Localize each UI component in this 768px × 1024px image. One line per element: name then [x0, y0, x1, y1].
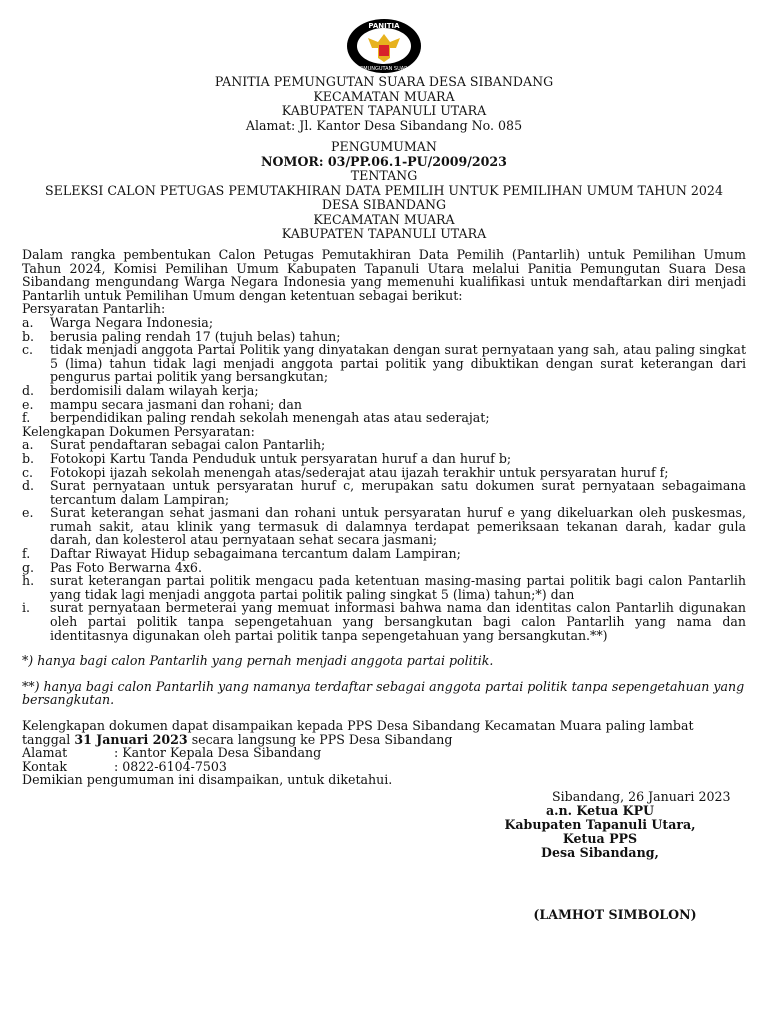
list-item [22, 547, 746, 561]
title-district: KECAMATAN MUARA [313, 211, 455, 227]
list-item [22, 506, 746, 547]
list-item-label: f. [22, 410, 31, 426]
list-item-text: surat keterangan partai politik mengacu pada ketentuan masing-masing partai politik bagi calon Pantarlih yang tidak lagi menjadi anggota partai politik paling singkat 5 (lima) tahun;*) dan [50, 573, 746, 602]
shield-icon [379, 45, 389, 56]
title-about: TENTANG [350, 168, 418, 183]
list-item-text: berpendidikan paling rendah sekolah menengah atas atau sederajat; [50, 410, 490, 426]
letterhead [0, 75, 768, 133]
list-item [22, 398, 746, 412]
list-item-label: a. [22, 437, 34, 453]
list-item-label: d. [22, 478, 35, 494]
requirements-heading: Persyaratan Pantarlih: [22, 301, 166, 317]
contact-row [22, 760, 746, 774]
list-item [22, 330, 746, 344]
signatory-name: (LAMHOT SIMBOLON) [533, 907, 697, 922]
emblem-top-text: PANITIA [368, 22, 400, 30]
list-item [22, 343, 746, 384]
address-label: Alamat [22, 745, 68, 761]
list-item-text: berusia paling rendah 17 (tujuh belas) tahun; [50, 328, 341, 344]
list-item-text: berdomisili dalam wilayah kerja; [50, 382, 259, 398]
list-item [22, 438, 746, 452]
title-heading: PENGUMUMAN [331, 139, 437, 154]
announcement-title [0, 140, 768, 242]
signature-line-3: Ketua PPS [562, 831, 638, 846]
deadline-date: 31 Januari 2023 [74, 731, 188, 747]
list-item-text: Pas Foto Berwarna 4x6. [50, 559, 202, 575]
title-regency: KABUPATEN TAPANULI UTARA [281, 226, 487, 241]
list-item [22, 384, 746, 398]
ppk-emblem-logo [346, 18, 422, 74]
list-item-text: surat pernyataan bermeterai yang memuat informasi bahwa nama dan identitas calon Pantarlih digunakan oleh partai politik tanpa sepengetahuan yang bersangkutan bagi calon Pantarlih yang nama dan identitasnya digunakan oleh partai politik tanpa sepengetahuan yang bersangkutan.**) [50, 600, 746, 643]
submission-deadline-line [22, 733, 746, 747]
list-item-text: Warga Negara Indonesia; [50, 314, 214, 330]
list-item [22, 452, 746, 466]
list-item-text: Daftar Riwayat Hidup sebagaimana tercantum dalam Lampiran; [50, 546, 461, 562]
contact-label: Kontak [22, 758, 67, 774]
letterhead-district: KECAMATAN MUARA [313, 88, 455, 104]
list-item [22, 479, 746, 506]
list-item [22, 561, 746, 575]
emblem-bottom-text: PEMUNGUTAN SUARA [357, 66, 411, 72]
letterhead-committee: PANITIA PEMUNGUTAN SUARA DESA SIBANDANG [214, 74, 554, 89]
list-item-label: c. [22, 464, 34, 480]
list-item-label: h. [22, 573, 35, 589]
list-item-label: e. [22, 396, 34, 412]
documents-heading: Kelengkapan Dokumen Persyaratan: [22, 423, 255, 439]
list-item-label: b. [22, 328, 35, 344]
list-item-text: Fotokopi ijazah sekolah menengah atas/sederajat atau ijazah terakhir untuk persyaratan huruf f; [50, 464, 669, 480]
list-item-text: Surat keterangan sehat jasmani dan rohani untuk persyaratan huruf e yang dikeluarkan oleh puskesmas, rumah sakit, atau klinik yang termasuk di dalamnya terdapat pemeriksaan tekanan darah, kadar gula darah, dan kolesterol atau pernyataan sehat secara jasmani; [50, 505, 746, 548]
requirements-list [22, 316, 746, 425]
list-item-label: c. [22, 342, 34, 358]
address-row [22, 746, 746, 760]
signature-line-2: Kabupaten Tapanuli Utara, [504, 817, 696, 832]
list-item [22, 601, 746, 642]
address-value: : Kantor Kepala Desa Sibandang [114, 745, 322, 761]
list-item-label: b. [22, 450, 35, 466]
list-item [22, 466, 746, 480]
list-item [22, 316, 746, 330]
closing-line: Demikian pengumuman ini disampaikan, untuk diketahui. [22, 772, 393, 788]
letterhead-regency: KABUPATEN TAPANULI UTARA [281, 103, 487, 118]
list-item-text: tidak menjadi anggota Partai Politik yang dinyatakan dengan surat pernyataan yang sah, atau paling singkat 5 (lima) tahun tidak lagi menjadi anggota partai politik yang dibuktikan dengan surat keterangan dari pengurus partai politik yang bersangkutan; [50, 342, 746, 385]
list-item-text: mampu secara jasmani dan rohani; dan [50, 396, 303, 412]
contact-value: : 0822-6104-7503 [114, 758, 227, 774]
list-item-label: d. [22, 382, 35, 398]
list-item-label: a. [22, 314, 34, 330]
list-item [22, 574, 746, 601]
title-number: NOMOR: 03/PP.06.1-PU/2009/2023 [261, 153, 507, 169]
signature-line-1: a.n. Ketua KPU [545, 803, 655, 818]
list-item [22, 411, 746, 425]
footnote-1: *) hanya bagi calon Pantarlih yang pernah menjadi anggota partai politik. [22, 653, 494, 669]
title-subject: SELEKSI CALON PETUGAS PEMUTAKHIRAN DATA PEMILIH UNTUK PEMILIHAN UMUM TAHUN 2024 [45, 182, 723, 198]
deadline-suffix: secara langsung ke PPS Desa Sibandang [187, 731, 453, 747]
deadline-prefix: tanggal [22, 731, 75, 747]
list-item-label: i. [22, 600, 31, 616]
submission-line: Kelengkapan dokumen dapat disampaikan kepada PPS Desa Sibandang Kecamatan Muara paling lambat [22, 718, 694, 733]
list-item-text: Surat pendaftaran sebagai calon Pantarlih; [50, 437, 326, 453]
list-item-label: e. [22, 505, 34, 521]
footnote-2: **) hanya bagi calon Pantarlih yang namanya terdaftar sebagai anggota partai politik tanpa sepengetahuan yang bersangkutan. [22, 678, 745, 708]
title-village: DESA SIBANDANG [321, 197, 447, 212]
intro-paragraph: Dalam rangka pembentukan Calon Petugas Pemutakhiran Data Pemilih (Pantarlih) untuk Pemilihan Umum Tahun 2024, Komisi Pemilihan Umum Kabupaten Tapanuli Utara melalui Panitia Pemungutan Suara Desa Sibandang mengundang Warga Negara Indonesia yang memenuhi kualifikasi untuk mendaftarkan diri menjadi Pantarlih untuk Pemilihan Umum dengan ketentuan sebagai berikut: [22, 247, 746, 303]
documents-list [22, 438, 746, 642]
submission-block [22, 719, 746, 787]
announcement-body [22, 248, 746, 787]
letterhead-address: Alamat: Jl. Kantor Desa Sibandang No. 085 [245, 117, 523, 133]
list-item-label: f. [22, 546, 31, 562]
signature-place-date: Sibandang, 26 Januari 2023 [552, 789, 731, 804]
list-item-label: g. [22, 559, 35, 575]
signature-line-4: Desa Sibandang, [541, 845, 659, 860]
list-item-text: Fotokopi Kartu Tanda Penduduk untuk persyaratan huruf a dan huruf b; [50, 450, 512, 466]
list-item-text: Surat pernyataan untuk persyaratan huruf c, merupakan satu dokumen surat pernyataan sebagaimana tercantum dalam Lampiran; [50, 478, 746, 507]
